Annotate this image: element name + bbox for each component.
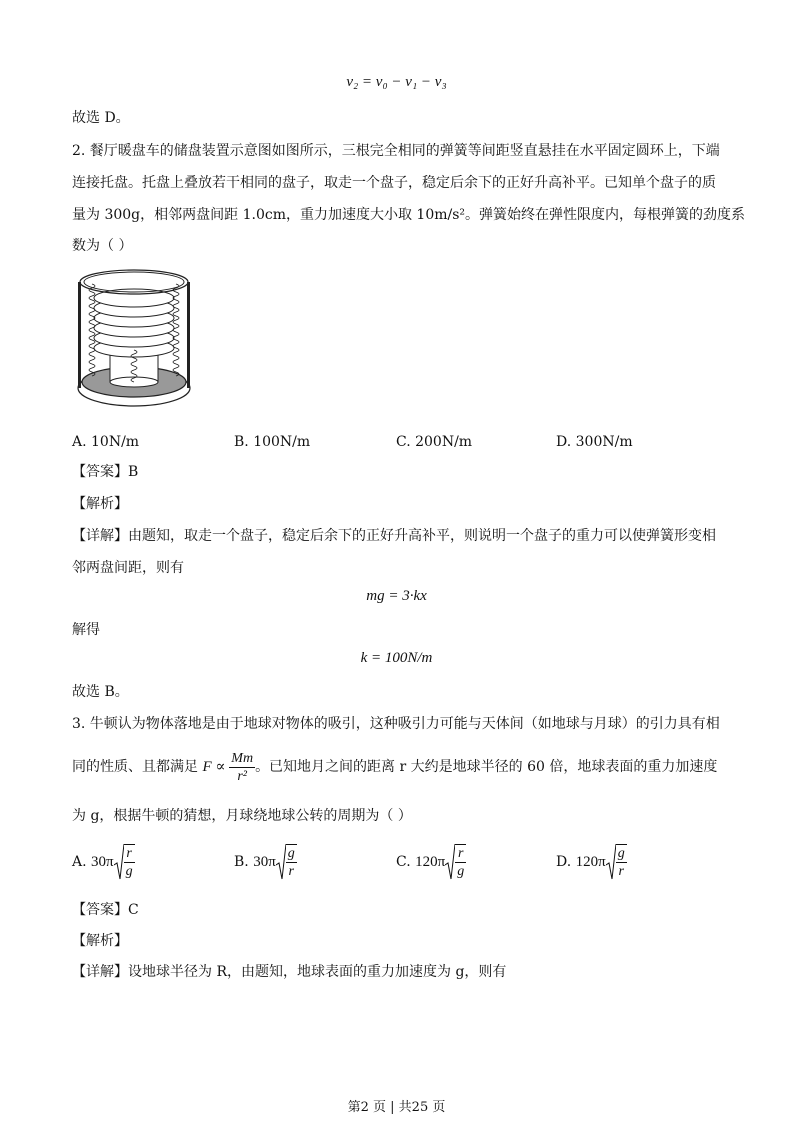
q3-option-c (396, 842, 466, 882)
prev-conclusion: 故选 D。 (72, 110, 130, 126)
q2-text-line1: 2. 餐厅暖盘车的储盘装置示意图如图所示，三根完全相同的弹簧等间距竖直悬挂在水平固定圆环上，下端 (72, 143, 720, 159)
q3-option-a-num: r (124, 845, 135, 863)
q2-conclusion: 故选 B。 (72, 684, 129, 700)
q2-text-line4: 数为（ ） (72, 238, 133, 254)
q2-option-b: B. 100N/m (234, 434, 311, 450)
q2-option-d: D. 300N/m (556, 434, 633, 450)
q3-analysis-label: 【解析】 (72, 933, 128, 949)
q2-answer: 【答案】B (72, 464, 139, 480)
q3-text-line2 (72, 748, 717, 786)
q3-formula-f: F ∝ (202, 759, 230, 775)
q3-option-b-den: r (288, 864, 294, 879)
q3-answer: 【答案】C (72, 902, 139, 918)
q3-option-c-den: g (457, 864, 465, 879)
q3-fraction-numerator: Mm (231, 750, 254, 766)
q3-text-line3: 为 g，根据牛顿的猜想，月球绕地球公转的周期为（ ） (72, 808, 412, 824)
q3-option-b-coef: 30π (253, 854, 276, 870)
q3-option-a-coef: 30π (91, 854, 114, 870)
q3-option-d-fraction (616, 844, 627, 880)
q2-equation-1: mg = 3·kx (366, 588, 427, 604)
q3-option-a (72, 842, 135, 882)
sqrt-icon (114, 842, 124, 882)
q2-equation-2: k = 100N/m (360, 650, 433, 666)
q2-detail-line1: 【详解】由题知，取走一个盘子，稳定后余下的正好升高补平，则说明一个盘子的重力可以使弹簧形变相 (72, 528, 716, 544)
q3-option-b-label: B. (234, 854, 249, 870)
q2-text-line3: 量为 300g，相邻两盘间距 1.0cm，重力加速度大小取 10m/s²。弹簧始终在弹性限度内，每根弹簧的劲度系 (72, 207, 746, 223)
page-footer: 第2 页 | 共25 页 (347, 1100, 446, 1115)
q3-option-c-fraction (455, 844, 466, 880)
q3-option-a-label: A. (72, 854, 87, 870)
q3-formula-fraction (229, 750, 255, 785)
q3-option-b (234, 842, 297, 882)
q3-text-line1: 3. 牛顿认为物体落地是由于地球对物体的吸引，这种吸引力可能与天体间（如地球与月球）的引力具有相 (72, 716, 720, 732)
q3-option-c-num: r (455, 845, 466, 863)
q3-detail-line1: 【详解】设地球半径为 R，由题知，地球表面的重力加速度为 g，则有 (72, 964, 507, 980)
q2-detail-line2: 邻两盘间距，则有 (72, 560, 184, 576)
top-equation: v₂ = v₀ − v₁ − v₃ (346, 74, 447, 90)
q3-text-line2-pre: 同的性质、且都满足 (72, 759, 203, 775)
q3-option-b-num: g (287, 846, 295, 861)
q3-option-a-fraction (124, 844, 135, 880)
sqrt-icon (276, 842, 286, 882)
q2-option-c: C. 200N/m (396, 434, 473, 450)
q3-text-line2-post: 。已知地月之间的距离 r 大约是地球半径的 60 倍，地球表面的重力加速度 (255, 759, 718, 775)
q3-option-c-coef: 120π (415, 854, 446, 870)
q2-option-a: A. 10N/m (72, 434, 140, 450)
q2-text-line2: 连接托盘。托盘上叠放若干相同的盘子，取走一个盘子，稳定后余下的正好升高补平。已知单个盘子的质 (72, 175, 716, 191)
plate-warmer-figure (74, 266, 194, 412)
q3-option-a-den: g (125, 864, 133, 879)
q3-option-c-label: C. (396, 854, 411, 870)
sqrt-icon (606, 842, 616, 882)
q2-analysis-label: 【解析】 (72, 496, 128, 512)
q3-option-d-num: g (617, 846, 625, 861)
q3-option-b-fraction (286, 844, 297, 880)
q3-option-d-coef: 120π (575, 854, 606, 870)
q3-option-d-den: r (618, 864, 624, 879)
q3-fraction-denominator: r² (237, 768, 247, 784)
q3-option-d (556, 842, 627, 882)
q3-option-d-label: D. (556, 854, 572, 870)
q2-solve-label: 解得 (72, 622, 100, 638)
sqrt-icon (445, 842, 455, 882)
